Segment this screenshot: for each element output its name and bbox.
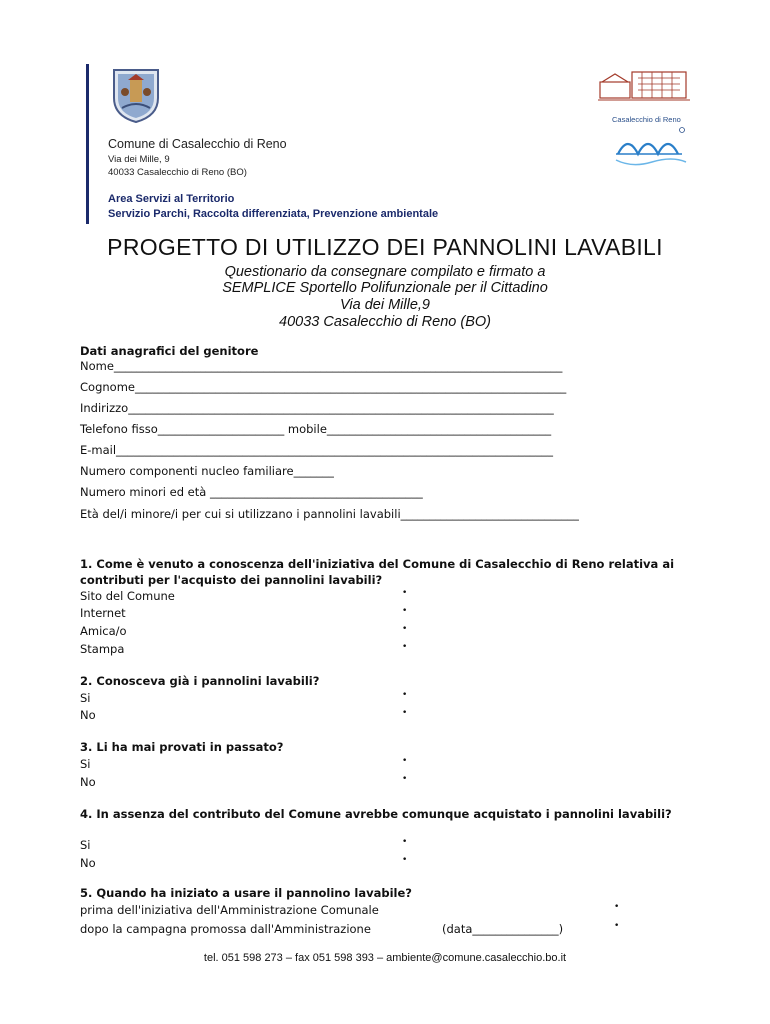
q1-option-sito[interactable]: Sito del Comune <box>80 589 175 603</box>
q3-checkbox-bullet[interactable]: • <box>402 756 408 766</box>
q5-checkbox-bullet[interactable]: • <box>614 902 620 912</box>
q4-option-no[interactable]: No <box>80 856 96 870</box>
q4-checkbox-bullet[interactable]: • <box>402 855 408 865</box>
bridge-logo <box>612 115 692 173</box>
question-3: 3. Li ha mai provati in passato? <box>80 740 284 754</box>
q2-option-si[interactable]: Si <box>80 691 91 705</box>
q5-checkbox-bullet[interactable]: • <box>614 921 620 931</box>
question-4: 4. In assenza del contributo del Comune avrebbe comunque acquistato i pannolini lavabili? <box>80 807 672 821</box>
q3-option-no[interactable]: No <box>80 775 96 789</box>
field-telefono[interactable]: Telefono fisso______________________ mobile_______________________________________ <box>80 422 552 436</box>
address-street: Via dei Mille, 9 <box>108 154 170 165</box>
field-nucleo[interactable]: Numero componenti nucleo familiare_______ <box>80 464 334 478</box>
question-1: 1. Come è venuto a conoscenza dell'iniziativa del Comune di Casalecchio di Reno relativa ai contributi per l'acquisto dei pannolini lavabili? <box>80 557 675 587</box>
area-title: Area Servizi al Territorio <box>108 193 235 205</box>
question-2: 2. Conosceva già i pannolini lavabili? <box>80 674 320 688</box>
address-city: 40033 Casalecchio di Reno (BO) <box>108 167 247 178</box>
subtitle-line-2: SEMPLICE Sportello Polifunzionale per il Cittadino <box>222 280 548 296</box>
q1-option-amica[interactable]: Amica/o <box>80 624 127 638</box>
q2-checkbox-bullet[interactable]: • <box>402 708 408 718</box>
q1-checkbox-bullet[interactable]: • <box>402 588 408 598</box>
coat-of-arms-icon <box>108 64 164 124</box>
footer-contacts: tel. 051 598 273 – fax 051 598 393 – ambiente@comune.casalecchio.bo.it <box>203 952 567 964</box>
q3-checkbox-bullet[interactable]: • <box>402 774 408 784</box>
subtitle-line-4: 40033 Casalecchio di Reno (BO) <box>279 314 491 330</box>
subtitle-line-3: Via dei Mille,9 <box>339 297 430 313</box>
q1-checkbox-bullet[interactable]: • <box>402 642 408 652</box>
field-nome[interactable]: Nome______________________________________________________________________________ <box>80 359 563 373</box>
page-title: PROGETTO DI UTILIZZO DEI PANNOLINI LAVABILI <box>107 234 663 260</box>
bridge-logo-icon <box>612 124 692 172</box>
subtitle-line-1: Questionario da consegnare compilato e firmato a <box>224 264 546 280</box>
field-eta-minori[interactable]: Età del/i minore/i per cui si utilizzano i pannolini lavabili_______________________________ <box>80 507 579 521</box>
bridge-logo-label: Casalecchio di Reno <box>612 115 681 124</box>
q5-option-prima[interactable]: prima dell'iniziativa dell'Amministrazione Comunale <box>80 903 379 917</box>
town-hall-logo-icon <box>598 62 690 104</box>
q2-checkbox-bullet[interactable]: • <box>402 690 408 700</box>
field-email[interactable]: E-mail____________________________________________________________________________ <box>80 443 554 457</box>
q1-option-stampa[interactable]: Stampa <box>80 642 125 656</box>
field-minori[interactable]: Numero minori ed età _____________________________________ <box>80 485 423 499</box>
q1-option-internet[interactable]: Internet <box>80 606 126 620</box>
q4-option-si[interactable]: Si <box>80 838 91 852</box>
q4-checkbox-bullet[interactable]: • <box>402 837 408 847</box>
q2-option-no[interactable]: No <box>80 708 96 722</box>
field-cognome[interactable]: Cognome___________________________________________________________________________ <box>80 380 567 394</box>
q1-checkbox-bullet[interactable]: • <box>402 624 408 634</box>
question-5: 5. Quando ha iniziato a usare il pannolino lavabile? <box>80 886 412 900</box>
field-indirizzo[interactable]: Indirizzo__________________________________________________________________________ <box>80 401 554 415</box>
header-divider-line <box>86 64 89 224</box>
service-title: Servizio Parchi, Raccolta differenziata, Prevenzione ambientale <box>108 208 439 220</box>
org-name: Comune di Casalecchio di Reno <box>108 137 287 151</box>
q1-checkbox-bullet[interactable]: • <box>402 606 408 616</box>
q5-option-dopo[interactable]: dopo la campagna promossa dall'Amministrazione <box>80 922 371 936</box>
parent-section-heading: Dati anagrafici del genitore <box>80 344 259 358</box>
q3-option-si[interactable]: Si <box>80 757 91 771</box>
q5-date-field[interactable]: (data_______________) <box>442 922 564 936</box>
